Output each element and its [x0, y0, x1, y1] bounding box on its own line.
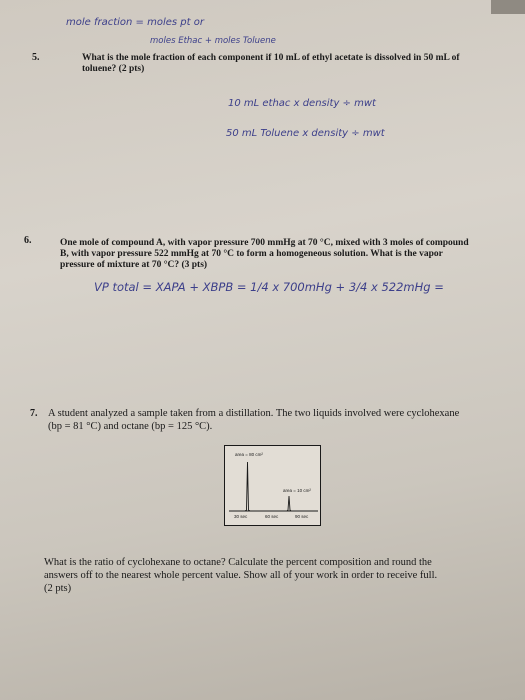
page-edge	[491, 0, 525, 14]
peak-octane	[287, 496, 291, 511]
x-tick-label: 30 sec	[234, 514, 248, 519]
question-6-line: pressure of mixture at 70 °C? (3 pts)	[60, 260, 208, 270]
chromatogram-figure	[224, 445, 321, 526]
peak-cyclohexane	[245, 462, 250, 511]
handwritten-toluene-density	[226, 128, 385, 139]
question-6-line: One mole of compound A, with vapor pressure 700 mmHg at 70 °C, mixed with 3 moles of compound	[60, 238, 469, 248]
handwritten-mole-fraction-denominator	[150, 36, 276, 46]
question-5-line: What is the mole fraction of each component if 10 mL of ethyl acetate is dissolved in 50 mL of	[82, 53, 460, 63]
question-7-followup-line: What is the ratio of cyclohexane to octane? Calculate the percent composition and round the	[44, 557, 432, 568]
question-7-line: (bp = 81 °C) and octane (bp = 125 °C).	[48, 421, 213, 432]
handwritten-line: moles Ethac + moles Toluene	[150, 36, 276, 46]
handwritten-ethac-density	[228, 98, 376, 109]
question-5-number: 5.	[32, 52, 40, 63]
x-tick-label: 90 sec	[295, 514, 309, 519]
question-5-text	[82, 53, 460, 75]
handwritten-line: VP total = XAPA + XBPB = 1/4 x 700mHg + 3/4 x 522mHg =	[94, 280, 444, 294]
handwritten-line: 50 mL Toluene x density ÷ mwt	[226, 128, 385, 139]
question-7-followup-line: (2 pts)	[44, 583, 72, 594]
handwritten-line: 10 mL ethac x density ÷ mwt	[228, 98, 376, 109]
question-7-followup-line: answers off to the nearest whole percent value. Show all of your work in order to receive full.	[44, 570, 438, 581]
x-tick-label: 60 sec	[265, 514, 279, 519]
handwritten-mole-fraction-formula	[66, 17, 204, 28]
question-7-line: A student analyzed a sample taken from a distillation. The two liquids involved were cyclohexane	[48, 408, 460, 419]
peak2-area-label: area = 10 cm²	[283, 488, 311, 493]
question-7-followup	[44, 556, 437, 595]
peak1-area-label: area = 80 cm²	[235, 452, 263, 457]
question-7-number: 7.	[30, 408, 38, 419]
question-7-text	[48, 407, 459, 433]
handwritten-line: mole fraction = moles pt or	[66, 17, 204, 28]
question-6-number: 6.	[24, 235, 32, 246]
question-6-text	[60, 238, 469, 271]
handwritten-vapor-pressure-equation	[94, 280, 444, 294]
question-6-line: B, with vapor pressure 522 mmHg at 70 °C to form a homogeneous solution. What is the vapor	[60, 249, 443, 259]
question-5-line: toluene? (2 pts)	[82, 64, 145, 74]
